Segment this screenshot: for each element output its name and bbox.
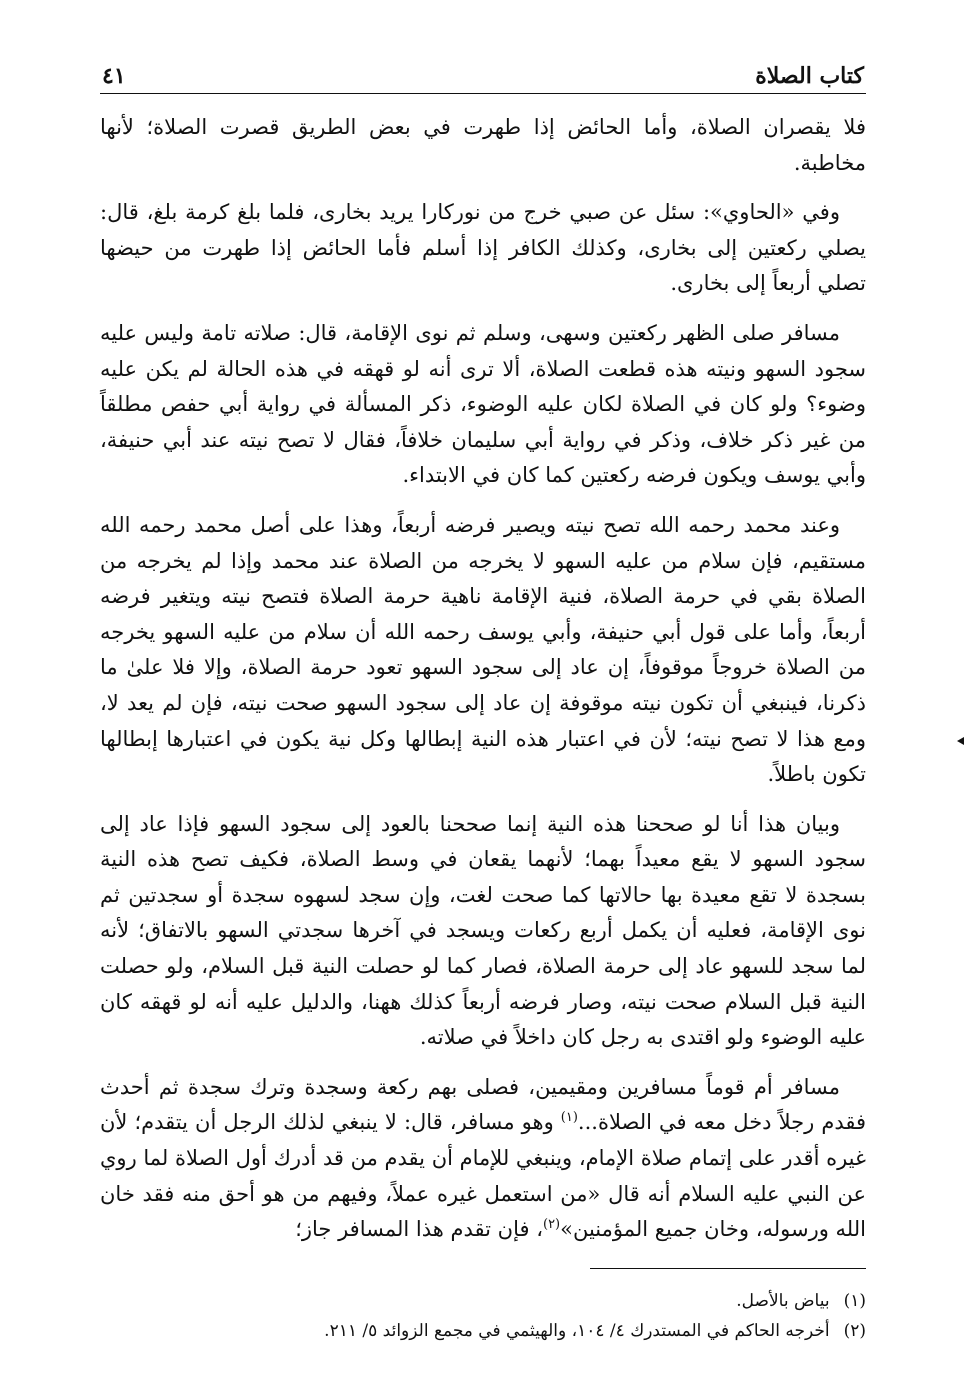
footnote-1-number: (١) [843,1291,866,1311]
footnote-2-number: (٢) [843,1321,866,1341]
footnote-divider [590,1268,866,1269]
margin-arrow-icon [957,737,964,745]
footnote-2 [100,1316,866,1346]
paragraph-3: مسافر صلى الظهر ركعتين وسهى، وسلم ثم نوى الإقامة، قال: صلاته تامة وليس عليه سجود السهو ونيته هذه قطعت الصلاة، ألا ترى أنه لو قهقه في هذه الحالة لم يكن عليه وضوء؟ ولو كان في الصلاة لكان عليه الوضوء، ذكر المسألة في رواية أبي حفص مطلقاً من غير ذكر خلاف، وذكر في رواية أبي سليمان خلافاً، فقال لا تصح نيته عند أبي حنيفة، وأبي يوسف ويكون فرضه ركعتين كما كان في الابتداء. [100,320,866,488]
paragraph-6 [100,1070,866,1248]
paragraph-1: فلا يقصران الصلاة، وأما الحائض إذا طهرت في بعض الطريق قصرت الصلاة؛ لأنها مخاطبة. [100,115,866,175]
paragraph-2: وفي «الحاوي»: سئل عن صبي خرج من نوركارا يريد بخارى، فلما بلغ كرمة بلغ، قال: يصلي ركعتين إلى بخارى، وكذلك الكافر إذا أسلم فأما الحائض إذا طهرت من حيضها تصلي أربعاً إلى بخارى. [100,200,866,296]
book-page [100,58,866,1358]
paragraph-5: وبيان هذا أنا لو صححنا هذه النية إنما صححنا بالعود إلى سجود السهو فإذا عاد إلى سجود السهو لا يقع معيداً بهما؛ لأنهما يقعان في وسط الصلاة، فكيف تصح هذه النية بسجدة لا تقع معيدة بها حالاتها كما صحت لغت، وإن سجد لسهوه سجدة أو سجدتين ثم نوى الإقامة، فعليه أن يكمل أربع ركعات ويسجد في آخرها سجدتي السهو بالاتفاق؛ لأنه لما سجد للسهو عاد إلى حرمة الصلاة، فصار كما لو حصلت النية قبل السلام، ولو حصلت النية قبل السلام صحت نيته، وصار فرضه أربعاً كذلك ههنا، والدليل عليه أنه لو قهقه كان عليه الوضوء ولو اقتدى به رجل كان داخلاً في صلاته. [100,811,866,1050]
paragraph-6-part-1: مسافر أم قوماً مسافرين ومقيمين، فصلى بهم ركعة وسجدة وترك سجدة ثم أحدث فقدم رجلاً دخل معه في الصلاة... [100,1074,866,1135]
paragraph-6-part-3: ، فإن تقدم هذا المسافر جاز؛ [295,1217,543,1242]
page-number: ٤١ [102,63,126,89]
running-header [100,58,866,94]
footnote-1 [100,1286,866,1316]
footnote-1-text: بياض بالأصل. [736,1291,830,1311]
paragraph-6-part-2: وهو مسافر، قال: لا ينبغي لذلك الرجل أن يتقدم؛ لأن غيره أقدر على إتمام صلاة الإمام، وينبغي للإمام أن يقدم من قد أدرك أول الصلاة لما روي عن النبي عليه السلام أنه قال «من استعمل غيره عملاً، وفيهم من هو أحق منه فقد خان الله ورسوله، وخان جميع المؤمنين» [100,1110,866,1242]
body-text [100,110,866,1248]
footnote-ref-2: (٢) [542,1217,561,1233]
footnote-2-text: أخرجه الحاكم في المستدرك ٤/ ١٠٤، والهيثمي في مجمع الزوائد ٥/ ٢١١. [324,1321,830,1341]
paragraph-4: وعند محمد رحمه الله تصح نيته ويصير فرضه أربعاً، وهذا على أصل محمد رحمه الله مستقيم، فإن سلام من عليه السهو لا يخرجه من الصلاة عند محمد وإذا لم يخرجه من الصلاة بقي في حرمة الصلاة، فنية الإقامة ناهية حرمة الصلاة فتصح نيته ويتغير فرضه أربعاً، وأما على قول أبي حنيفة، وأبي يوسف رحمه الله أن سلام من عليه السهو يخرجه من الصلاة خروجاً موقوفاً، إن عاد إلى سجود السهو تعود حرمة الصلاة، وإلا فلا علىٰ ما ذكرنا، فينبغي أن تكون نيته موقوفة إن عاد إلى سجود السهو صحت نيته، فإن لم يعد لا، ومع هذا لا تصح نيته؛ لأن في اعتبار هذه النية إبطالها وكل نية يكون في اعتبارها إبطالها تكون باطلاً. [100,512,866,787]
footnotes [100,1286,866,1346]
footnote-ref-1: (١) [560,1110,578,1126]
book-title: كتاب الصلاة [755,63,864,89]
